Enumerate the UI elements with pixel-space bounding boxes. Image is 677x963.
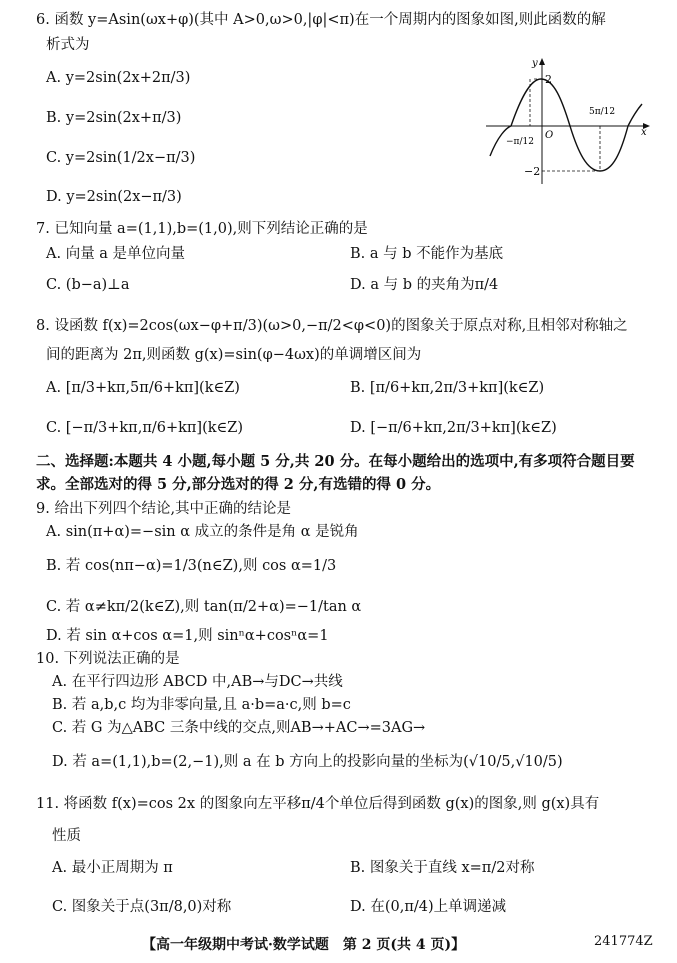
- q9-option-b: B. 若 cos(nπ−α)=1/3(n∈Z),则 cos α=1/3: [46, 558, 337, 574]
- section2-instructions-line1: 二、选择题:本题共 4 小题,每小题 5 分,共 20 分。在每小题给出的选项中,有多项符合题目要: [36, 453, 635, 470]
- q11-stem-line2: 性质: [52, 828, 81, 844]
- q8-stem-line1: 8. 设函数 f(x)=2cos(ωx−φ+π/3)(ω>0,−π/2<φ<0)的图象关于原点对称,且相邻对称轴之: [36, 318, 628, 334]
- q8-option-d: D. [−π/6+kπ,2π/3+kπ](k∈Z): [350, 420, 557, 436]
- q8-option-b: B. [π/6+kπ,2π/3+kπ](k∈Z): [350, 380, 545, 396]
- q11-option-a: A. 最小正周期为 π: [52, 860, 173, 876]
- q8-option-c: C. [−π/3+kπ,π/6+kπ](k∈Z): [46, 420, 243, 436]
- q10-option-a: A. 在平行四边形 ABCD 中,AB→与DC→共线: [52, 674, 343, 690]
- q9-option-c: C. 若 α≠kπ/2(k∈Z),则 tan(π/2+α)=−1/tan α: [46, 599, 362, 615]
- q6-stem-line1: 6. 函数 y=Asin(ωx+φ)(其中 A>0,ω>0,|φ|<π)在一个周期内的图象如图,则此函数的解: [36, 12, 606, 28]
- origin-label: O: [545, 130, 554, 141]
- q10-option-c: C. 若 G 为△ABC 三条中线的交点,则AB→+AC→=3AG→: [52, 720, 426, 736]
- q6-stem-line2: 析式为: [46, 37, 90, 53]
- page-footer-title: 【高一年级期中考试·数学试题 第 2 页(共 4 页)】: [142, 937, 466, 953]
- q6-option-b: B. y=2sin(2x+π/3): [46, 110, 182, 126]
- q7-stem: 7. 已知向量 a=(1,1),b=(1,0),则下列结论正确的是: [36, 221, 368, 237]
- q8-stem-line2: 间的距离为 2π,则函数 g(x)=sin(φ−4ωx)的单调增区间为: [46, 347, 422, 363]
- left-tick-label: −π/12: [506, 137, 534, 147]
- q9-option-a: A. sin(π+α)=−sin α 成立的条件是角 α 是锐角: [46, 524, 359, 540]
- q11-option-d: D. 在(0,π/4)上单调递减: [350, 899, 507, 915]
- q6-option-d: D. y=2sin(2x−π/3): [46, 189, 182, 205]
- q6-option-c: C. y=2sin(1/2x−π/3): [46, 150, 196, 166]
- q9-option-d: D. 若 sin α+cos α=1,则 sinⁿα+cosⁿα=1: [46, 628, 329, 644]
- exam-code: 241774Z: [594, 934, 653, 949]
- right-tick-label: 5π/12: [589, 107, 616, 117]
- q7-option-d: D. a 与 b 的夹角为π/4: [350, 277, 499, 293]
- sine-curve: [490, 79, 642, 171]
- q10-option-d: D. 若 a=(1,1),b=(2,−1),则 a 在 b 方向上的投影向量的坐标为(√10/5,√10/5): [52, 754, 563, 770]
- section2-instructions-line2: 求。全部选对的得 5 分,部分选对的得 2 分,有选错的得 0 分。: [36, 476, 441, 493]
- q8-option-a: A. [π/3+kπ,5π/6+kπ](k∈Z): [46, 380, 240, 396]
- q11-stem-line1: 11. 将函数 f(x)=cos 2x 的图象向左平移π/4个单位后得到函数 g(x)的图象,则 g(x)具有: [36, 796, 600, 812]
- q6-option-a: A. y=2sin(2x+2π/3): [46, 70, 191, 86]
- x-axis-label: x: [641, 127, 647, 138]
- q7-option-a: A. 向量 a 是单位向量: [46, 246, 186, 262]
- q10-option-b: B. 若 a,b,c 均为非零向量,且 a·b=a·c,则 b=c: [52, 697, 351, 713]
- q11-option-c: C. 图象关于点(3π/8,0)对称: [52, 899, 232, 915]
- q11-option-b: B. 图象关于直线 x=π/2对称: [350, 860, 535, 876]
- q6-sine-graph: [484, 56, 654, 186]
- q9-stem: 9. 给出下列四个结论,其中正确的结论是: [36, 501, 292, 517]
- max-value-label: 2: [545, 73, 552, 86]
- q7-option-c: C. (b−a)⊥a: [46, 277, 130, 293]
- min-value-label: −2: [524, 165, 541, 178]
- q10-stem: 10. 下列说法正确的是: [36, 651, 180, 667]
- y-axis-label: y: [532, 58, 538, 69]
- y-axis-arrow: [539, 58, 545, 65]
- q7-option-b: B. a 与 b 不能作为基底: [350, 246, 504, 262]
